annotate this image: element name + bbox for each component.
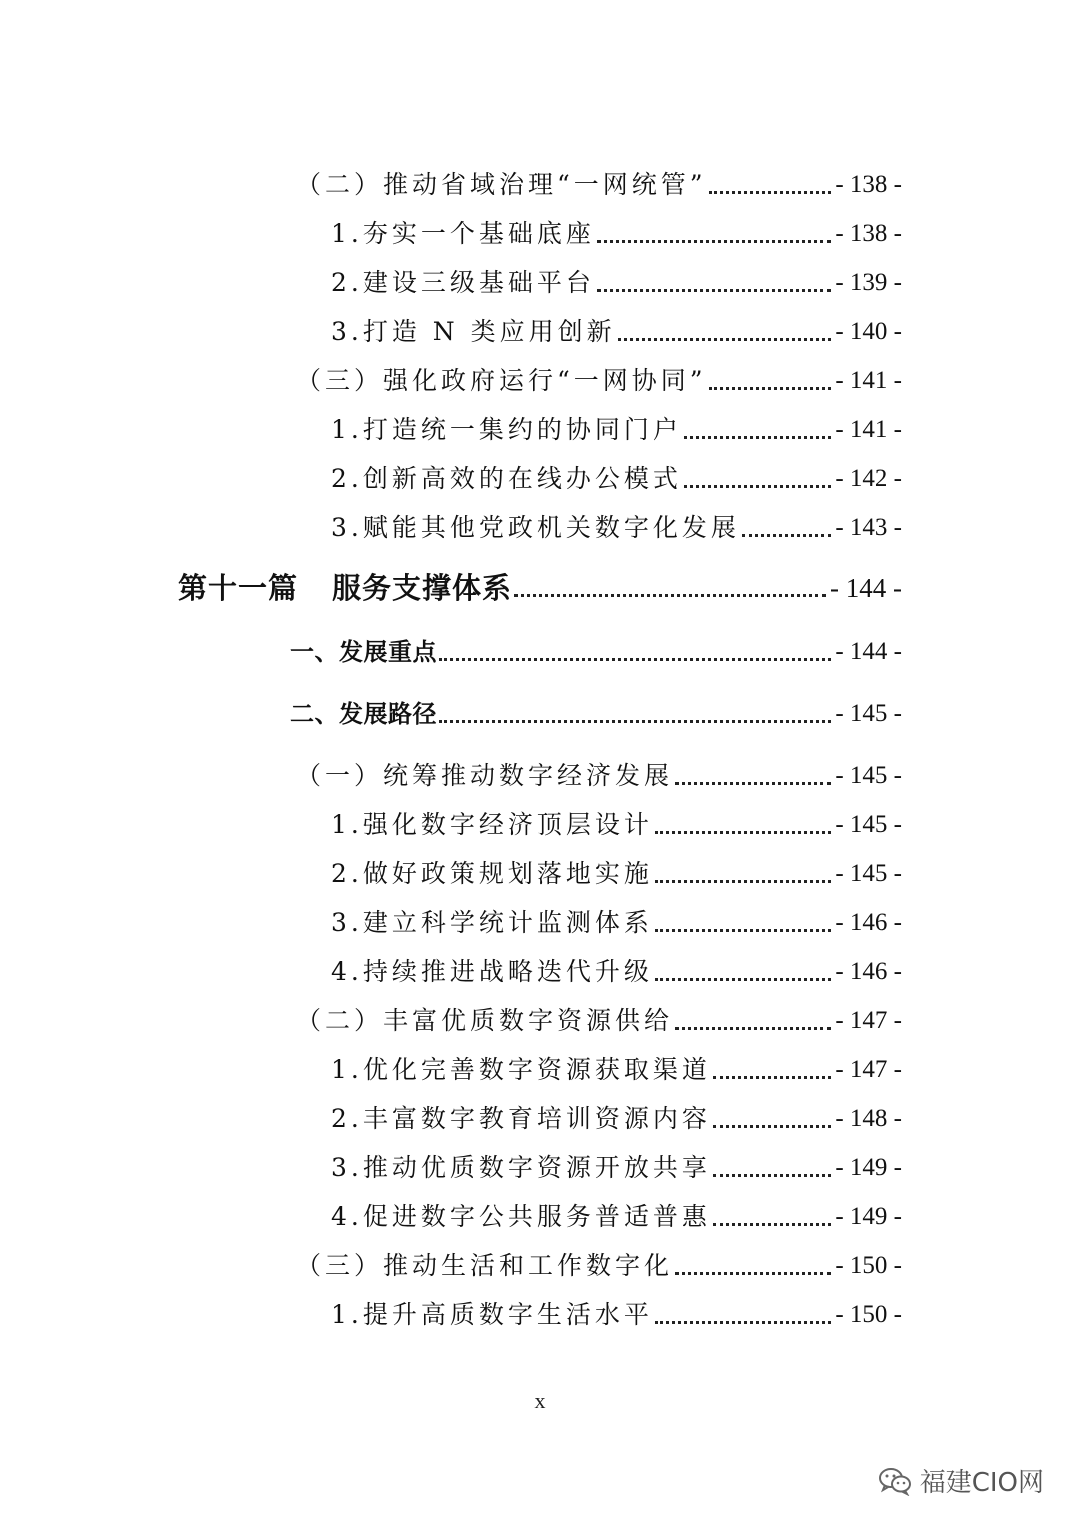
- toc-page-number: - 145 -: [835, 811, 902, 838]
- toc-entry-title: 1.强化数字经济顶层设计: [331, 810, 653, 839]
- chapter-number: 第十一篇: [178, 571, 299, 605]
- toc-leader: [675, 782, 831, 785]
- toc-entry[interactable]: [331, 906, 902, 940]
- toc-entry-title: 2.做好政策规划落地实施: [331, 859, 653, 888]
- toc-entry[interactable]: [331, 1298, 902, 1332]
- toc-entry[interactable]: [331, 1102, 902, 1136]
- toc-entry[interactable]: [331, 857, 902, 891]
- toc-entry-title: 3.赋能其他党政机关数字化发展: [331, 513, 740, 542]
- toc-page-number: - 147 -: [835, 1056, 902, 1083]
- toc-page-number: - 145 -: [835, 762, 902, 789]
- toc-entry[interactable]: [296, 1249, 902, 1283]
- toc-leader: [655, 1321, 831, 1324]
- chapter-name: 服务支撑体系: [332, 571, 513, 605]
- toc-chapter-title: [178, 571, 512, 605]
- toc-entry[interactable]: [331, 1053, 902, 1087]
- toc-entry-title: 2.创新高效的在线办公模式: [331, 464, 682, 493]
- toc-leader: [675, 1272, 831, 1275]
- toc-entry[interactable]: [331, 511, 902, 545]
- toc-leader: [439, 720, 831, 723]
- toc-page-number: - 138 -: [835, 171, 902, 198]
- toc-entry-title: （三）强化政府运行“一网协同”: [296, 366, 707, 395]
- toc-entry-title: （二）丰富优质数字资源供给: [296, 1006, 674, 1035]
- toc-entry[interactable]: [331, 266, 902, 300]
- toc-entry[interactable]: [331, 1200, 902, 1234]
- watermark-text: 福建CIO网: [919, 1468, 1044, 1498]
- toc-entry-title: 1.夯实一个基础底座: [331, 219, 595, 248]
- toc-leader: [713, 1076, 831, 1079]
- toc-entry-title: 1.打造统一集约的协同门户: [331, 415, 682, 444]
- toc-leader: [655, 831, 831, 834]
- toc-page-number: - 141 -: [835, 367, 902, 394]
- toc-page-number: - 140 -: [835, 318, 902, 345]
- toc-leader: [713, 1174, 831, 1177]
- toc-page-number: - 150 -: [835, 1252, 902, 1279]
- toc-entry-title: 2.建设三级基础平台: [331, 268, 595, 297]
- toc-entry-title: 3.建立科学统计监测体系: [331, 908, 653, 937]
- toc-entry-title: 3.推动优质数字资源开放共享: [331, 1153, 711, 1182]
- toc-page-number: - 138 -: [835, 220, 902, 247]
- toc-section-title: 一、发展重点: [290, 638, 437, 666]
- toc-chapter-entry[interactable]: [178, 571, 902, 605]
- toc-leader: [742, 534, 831, 537]
- toc-entry[interactable]: [331, 808, 902, 842]
- toc-leader: [684, 485, 831, 488]
- toc-entry[interactable]: [296, 1004, 902, 1038]
- toc-page-number: - 144 -: [830, 573, 902, 603]
- toc-leader: [618, 338, 832, 341]
- toc-page-number: - 147 -: [835, 1007, 902, 1034]
- toc-page-number: - 142 -: [835, 465, 902, 492]
- toc-entry[interactable]: [331, 217, 902, 251]
- toc-entry[interactable]: [331, 462, 902, 496]
- toc-entry[interactable]: [296, 168, 902, 202]
- toc-page-number: - 146 -: [835, 909, 902, 936]
- toc-entry[interactable]: [331, 413, 902, 447]
- toc-page-number: - 150 -: [835, 1301, 902, 1328]
- toc-entry-title: 2.丰富数字教育培训资源内容: [331, 1104, 711, 1133]
- toc-entry-title: 4.持续推进战略迭代升级: [331, 957, 653, 986]
- toc-section-title: 二、发展路径: [290, 700, 437, 728]
- toc-page-number: - 145 -: [835, 700, 902, 727]
- toc-section-entry[interactable]: [290, 635, 902, 669]
- toc-page-number: - 146 -: [835, 958, 902, 985]
- toc-page-number: - 144 -: [835, 638, 902, 665]
- toc-entry[interactable]: [331, 955, 902, 989]
- toc-leader: [655, 880, 831, 883]
- toc-section-entry[interactable]: [290, 697, 902, 731]
- toc-leader: [597, 240, 831, 243]
- toc-entry-title: 1.提升高质数字生活水平: [331, 1300, 653, 1329]
- toc-page-number: - 148 -: [835, 1105, 902, 1132]
- toc-page-number: - 143 -: [835, 514, 902, 541]
- toc-leader: [713, 1125, 831, 1128]
- toc-entry-title: 3.打造 N 类应用创新: [331, 317, 616, 346]
- toc-page-number: - 149 -: [835, 1203, 902, 1230]
- page-number: x: [534, 1388, 546, 1413]
- toc-leader: [713, 1223, 831, 1226]
- toc-leader: [709, 387, 832, 390]
- toc-entry-title: （一）统筹推动数字经济发展: [296, 761, 674, 790]
- toc-leader: [439, 658, 831, 661]
- toc-entry-title: 1.优化完善数字资源获取渠道: [331, 1055, 711, 1084]
- toc-page-number: - 145 -: [835, 860, 902, 887]
- wechat-icon: [878, 1466, 912, 1496]
- toc-entry[interactable]: [296, 759, 902, 793]
- toc-leader: [655, 978, 831, 981]
- watermark: [878, 1462, 1044, 1499]
- toc-entry-title: （二）推动省域治理“一网统管”: [296, 170, 707, 199]
- toc-leader: [709, 191, 832, 194]
- toc-leader: [655, 929, 831, 932]
- toc-leader: [684, 436, 831, 439]
- toc-leader: [597, 289, 831, 292]
- toc-entry-title: 4.促进数字公共服务普适普惠: [331, 1202, 711, 1231]
- toc-entry[interactable]: [331, 1151, 902, 1185]
- toc-entry[interactable]: [296, 364, 902, 398]
- toc-leader: [675, 1027, 831, 1030]
- toc-page-number: - 149 -: [835, 1154, 902, 1181]
- toc-entry-title: （三）推动生活和工作数字化: [296, 1251, 674, 1280]
- toc-page-number: - 141 -: [835, 416, 902, 443]
- toc-leader: [514, 594, 826, 597]
- toc-page-number: - 139 -: [835, 269, 902, 296]
- toc-entry[interactable]: [331, 315, 902, 349]
